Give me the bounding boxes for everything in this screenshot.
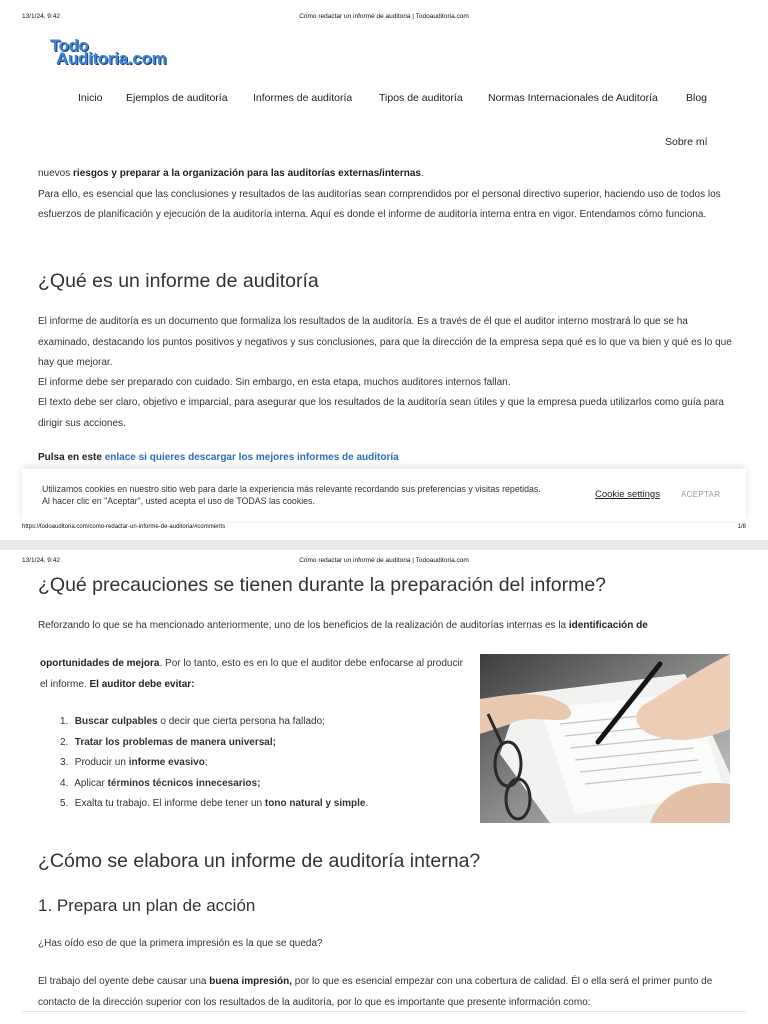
main-nav: [0, 92, 768, 108]
intro-text-pre: nuevos: [38, 168, 74, 179]
section-heading-precauciones: ¿Qué precauciones se tienen durante la preparación del informe?: [38, 574, 607, 596]
print-header: [0, 13, 768, 27]
cookie-banner: [22, 469, 746, 521]
list-item-text: .: [365, 798, 369, 809]
print-date: 13/1/24, 9:42: [22, 13, 60, 20]
site-logo[interactable]: [50, 36, 190, 70]
intro-text-post: .: [420, 168, 424, 179]
print-date-2: 13/1/24, 9:42: [22, 557, 60, 564]
download-link-pre: Pulsa en este: [38, 452, 105, 463]
question-paragraph: ¿Has oído eso de que la primera impresión es la que se queda?: [38, 938, 323, 949]
download-link-line: [38, 452, 399, 463]
list-item-number: 3.: [60, 757, 69, 768]
list-item-text: ;: [204, 757, 208, 768]
cookie-accept-button[interactable]: ACEPTAR: [681, 490, 721, 499]
nav-item-ejemplos[interactable]: Ejemplos de auditoría: [126, 92, 228, 104]
download-link[interactable]: enlace si quieres descargar los mejores informes de auditoría: [104, 452, 399, 463]
logo-line-2: Auditoria.com: [56, 49, 167, 68]
list-item: [60, 794, 368, 815]
intro-text-body: Para ello, es esencial que las conclusiones y resultados de las auditorías sean comprendidos por el personal directivo superior, haciendo uso de todos los esfuerzos de planificación y ejecución de la auditoría interna. Aquí es donde el informe de auditoría interna entra en vigor. Entendamos cómo funciona.: [38, 188, 721, 220]
page-separator: [0, 540, 768, 550]
impresion-text-pre: El trabajo del oyente debe causar una: [38, 976, 210, 987]
print-footer-url: https://todoauditoria.com/como-redactar-un-informe-de-auditoria/#comments: [22, 524, 226, 530]
signing-document-photo: [480, 654, 730, 823]
list-item-bold: Tratar los problemas de manera universal;: [74, 736, 276, 748]
auditor-debe-evitar: El auditor debe evitar:: [89, 678, 195, 690]
list-item: [60, 753, 368, 774]
intro-paragraph: [38, 164, 733, 226]
nav-item-sobre-mi[interactable]: Sobre mí: [665, 136, 708, 148]
signing-document-illustration: [480, 654, 730, 823]
impresion-paragraph: [38, 972, 733, 1013]
list-item-number: 2.: [60, 736, 69, 748]
print-header-2: [0, 557, 768, 571]
list-item: [60, 774, 368, 795]
nav-item-informes[interactable]: Informes de auditoría: [253, 92, 353, 104]
list-item-text: Producir un: [74, 757, 129, 768]
print-title-2: Cómo redactar un informe de auditoria | Todoauditoria.com: [299, 557, 469, 564]
section-heading-que-es: ¿Qué es un informe de auditoría: [38, 270, 319, 292]
list-item-text: o decir que cierta persona ha fallado;: [157, 716, 325, 727]
list-item-text: Aplicar: [74, 777, 108, 789]
precauciones-paragraph-1: [38, 616, 733, 637]
section-paragraph-1: El informe de auditoría es un documento que formaliza los resultados de la auditoría. Es a través de él que el auditor interno mostrará lo que se ha examinado, destacando los puntos positivos y negativos y sus conclusiones, para que la dirección de la empresa sepa qué es lo que va bien y qué es lo que hay que mejorar.: [38, 316, 732, 368]
nav-item-blog[interactable]: Blog: [686, 92, 708, 104]
list-item-bold: términos técnicos innecesarios;: [107, 777, 261, 789]
list-item-number: 4.: [60, 777, 69, 789]
list-item-bold: Buscar culpables: [74, 716, 158, 727]
precauciones-paragraph-2: [40, 654, 470, 695]
oportunidades-bold: oportunidades de mejora: [40, 658, 160, 669]
precauciones-text-bold: identificación de: [568, 620, 648, 631]
section-paragraph-2: El informe debe ser preparado con cuidado. Sin embargo, en esta etapa, muchos auditores internos fallan.: [38, 377, 511, 388]
print-title: Cómo redactar un informe de auditoria | Todoauditoria.com: [299, 13, 469, 20]
nav-item-normas[interactable]: Normas Internacionales de Auditoría: [488, 92, 658, 104]
cookie-text: Utilizamos cookies en nuestro sitio web para darle la experiencia más relevante recordando sus preferencias y visitas repetidas. Al hacer clic en "Aceptar", usted acepta el uso de TODAS las cookies.: [42, 484, 541, 506]
nav-item-tipos[interactable]: Tipos de auditoría: [379, 92, 463, 104]
list-item-text: Exalta tu trabajo. El informe debe tener un: [74, 798, 265, 809]
avoid-list: [60, 712, 368, 815]
nav-item-inicio[interactable]: Inicio: [78, 92, 103, 104]
cookie-settings-link[interactable]: Cookie settings: [595, 489, 660, 500]
list-item-bold: informe evasivo: [128, 757, 205, 768]
impresion-text-post: por lo que es esencial empezar con una cobertura de calidad. Él o ella será el primer punto de contacto de la dirección superior con los resultados de la auditoría, por lo que es importante que presente información como:: [38, 976, 713, 1008]
section-heading-como-elabora: ¿Cómo se elabora un informe de auditoría interna?: [38, 850, 481, 872]
section-heading-plan-accion: 1. Prepara un plan de acción: [38, 896, 256, 915]
list-item-number: 1.: [60, 716, 69, 727]
oportunidades-text: . Por lo tanto, esto es en lo que el auditor debe enfocarse al producir el informe.: [40, 658, 463, 690]
list-item: [60, 733, 368, 754]
list-item-bold: tono natural y simple: [264, 798, 366, 809]
list-item-number: 5.: [60, 798, 69, 809]
section-paragraph-3: El texto debe ser claro, objetivo e imparcial, para asegurar que los resultados de la auditoría sean útiles y que la empresa pueda utilizarlos como guía para dirigir sus acciones.: [38, 397, 724, 429]
logo-line-1: Todo: [50, 36, 89, 55]
print-footer-page: 1/8: [737, 524, 746, 530]
precauciones-text-pre: Reforzando lo que se ha mencionado anteriormente, uno de los beneficios de la realización de auditorías internas es la: [38, 620, 569, 631]
intro-text-bold: riesgos y preparar a la organización para las auditorías externas/internas: [73, 168, 421, 179]
bottom-divider: [22, 1011, 746, 1012]
list-item: [60, 712, 368, 733]
impresion-text-bold: buena impresión,: [209, 976, 293, 987]
